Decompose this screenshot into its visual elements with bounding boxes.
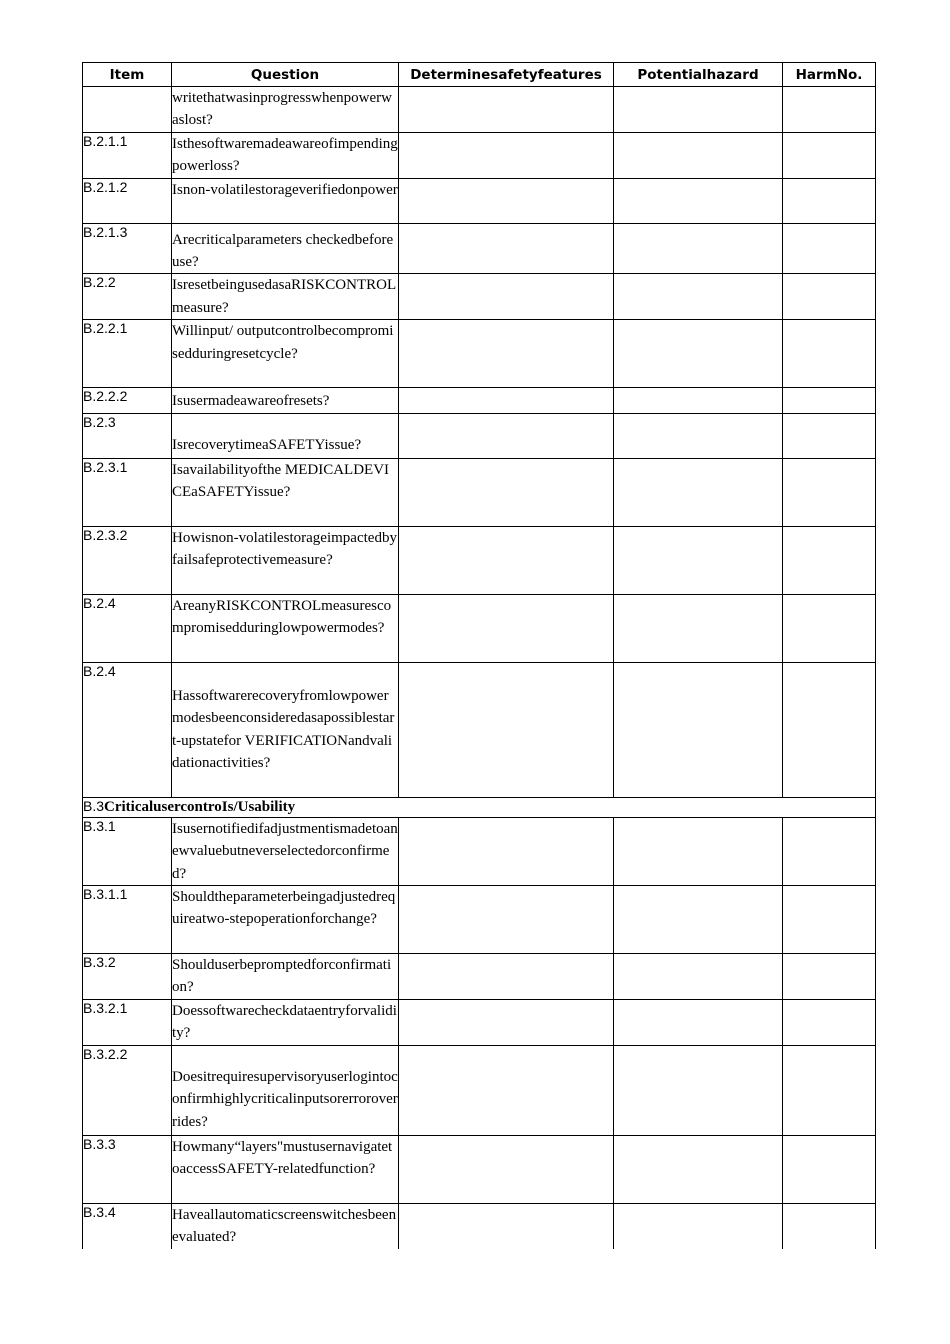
harm-no-cell[interactable] <box>783 320 876 388</box>
item-id-cell: B.2.3.2 <box>83 526 172 594</box>
determine-safety-features-cell[interactable] <box>399 274 614 320</box>
potential-hazard-cell[interactable] <box>614 223 783 274</box>
harm-no-cell[interactable] <box>783 458 876 526</box>
table-row <box>83 458 876 526</box>
potential-hazard-cell[interactable] <box>614 954 783 1000</box>
question-cell: Doessoftwarecheckdataentryforvalidity? <box>172 999 399 1045</box>
determine-safety-features-cell[interactable] <box>399 662 614 797</box>
table-row <box>83 594 876 662</box>
item-id-cell: B.3.3 <box>83 1135 172 1203</box>
question-cell: Hassoftwarerecoveryfromlowpowermodesbeenconsideredasapossiblestart-upstatefor VERIFICATIONandvalidationactivities? <box>172 662 399 797</box>
table-row <box>83 178 876 223</box>
question-cell: Arecriticalparameters checkedbeforeuse? <box>172 223 399 274</box>
item-id-cell: B.2.1.3 <box>83 223 172 274</box>
item-id-cell: B.2.1.1 <box>83 132 172 178</box>
potential-hazard-cell[interactable] <box>614 413 783 458</box>
harm-no-cell[interactable] <box>783 594 876 662</box>
determine-safety-features-cell[interactable] <box>399 999 614 1045</box>
table-row <box>83 1203 876 1249</box>
table-row <box>83 87 876 133</box>
determine-safety-features-cell[interactable] <box>399 320 614 388</box>
table-row <box>83 817 876 885</box>
potential-hazard-cell[interactable] <box>614 178 783 223</box>
determine-safety-features-cell[interactable] <box>399 458 614 526</box>
item-id-cell: B.2.4 <box>83 594 172 662</box>
table-row <box>83 954 876 1000</box>
determine-safety-features-cell[interactable] <box>399 413 614 458</box>
potential-hazard-cell[interactable] <box>614 320 783 388</box>
determine-safety-features-cell[interactable] <box>399 1135 614 1203</box>
question-cell: Shoulduserbepromptedforconfirmation? <box>172 954 399 1000</box>
item-id-cell: B.2.4 <box>83 662 172 797</box>
determine-safety-features-cell[interactable] <box>399 886 614 954</box>
determine-safety-features-cell[interactable] <box>399 223 614 274</box>
table-row <box>83 413 876 458</box>
determine-safety-features-cell[interactable] <box>399 388 614 413</box>
potential-hazard-cell[interactable] <box>614 388 783 413</box>
item-id-cell: B.3.2 <box>83 954 172 1000</box>
harm-no-cell[interactable] <box>783 87 876 133</box>
determine-safety-features-cell[interactable] <box>399 132 614 178</box>
item-id-cell: B.2.2.2 <box>83 388 172 413</box>
potential-hazard-cell[interactable] <box>614 458 783 526</box>
table-row <box>83 388 876 413</box>
potential-hazard-cell[interactable] <box>614 594 783 662</box>
harm-no-cell[interactable] <box>783 886 876 954</box>
table-body-b2 <box>83 87 876 798</box>
question-cell: writethatwasinprogresswhenpowerwaslost? <box>172 87 399 133</box>
question-cell: Isusermadeawareofresets? <box>172 388 399 413</box>
header-determine-safety-features: Determinesafetyfeatures <box>399 63 614 87</box>
question-cell: Isnon-volatilestorageverifiedonpower <box>172 178 399 223</box>
determine-safety-features-cell[interactable] <box>399 1045 614 1135</box>
determine-safety-features-cell[interactable] <box>399 954 614 1000</box>
determine-safety-features-cell[interactable] <box>399 594 614 662</box>
determine-safety-features-cell[interactable] <box>399 526 614 594</box>
harm-no-cell[interactable] <box>783 1135 876 1203</box>
question-cell: Howmany“layers"mustusernavigatetoaccessSAFETY-relatedfunction? <box>172 1135 399 1203</box>
potential-hazard-cell[interactable] <box>614 1045 783 1135</box>
question-cell: AreanyRISKCONTROLmeasurescompromisedduringlowpowermodes? <box>172 594 399 662</box>
header-potential-hazard: Potentialhazard <box>614 63 783 87</box>
question-cell: Isavailabilityofthe MEDICALDEVICEaSAFETYissue? <box>172 458 399 526</box>
harm-no-cell[interactable] <box>783 662 876 797</box>
table-row <box>83 132 876 178</box>
harm-no-cell[interactable] <box>783 274 876 320</box>
section-id: B.3 <box>83 797 105 814</box>
section-title: CriticalusercontroIs/Usability <box>104 798 296 815</box>
question-cell: Doesitrequiresupervisoryuserlogintoconfirmhighlycriticalinputsorerroroverrides? <box>172 1045 399 1135</box>
harm-no-cell[interactable] <box>783 954 876 1000</box>
question-cell: IsresetbeingusedasaRISKCONTROLmeasure? <box>172 274 399 320</box>
determine-safety-features-cell[interactable] <box>399 87 614 133</box>
table-row <box>83 320 876 388</box>
determine-safety-features-cell[interactable] <box>399 1203 614 1249</box>
harm-no-cell[interactable] <box>783 1203 876 1249</box>
item-id-cell: B.3.2.1 <box>83 999 172 1045</box>
table-row <box>83 662 876 797</box>
item-id-cell: B.3.1 <box>83 817 172 885</box>
question-cell: Isusernotifiedifadjustmentismadetoanewvaluebutneverselectedorconfirmed? <box>172 817 399 885</box>
question-cell: Haveallautomaticscreenswitchesbeenevaluated? <box>172 1203 399 1249</box>
table-row <box>83 223 876 274</box>
harm-no-cell[interactable] <box>783 1045 876 1135</box>
header-harm-no: HarmNo. <box>783 63 876 87</box>
question-cell: Willinput/ outputcontrolbecompromisedduringresetcycle? <box>172 320 399 388</box>
harm-no-cell[interactable] <box>783 817 876 885</box>
potential-hazard-cell[interactable] <box>614 817 783 885</box>
determine-safety-features-cell[interactable] <box>399 178 614 223</box>
table-row <box>83 274 876 320</box>
potential-hazard-cell[interactable] <box>614 662 783 797</box>
potential-hazard-cell[interactable] <box>614 526 783 594</box>
table-row <box>83 1135 876 1203</box>
harm-no-cell[interactable] <box>783 413 876 458</box>
harm-no-cell[interactable] <box>783 178 876 223</box>
harm-no-cell[interactable] <box>783 132 876 178</box>
table-header-row <box>83 63 876 87</box>
determine-safety-features-cell[interactable] <box>399 817 614 885</box>
question-cell: Shouldtheparameterbeingadjustedrequireatwo-stepoperationforchange? <box>172 886 399 954</box>
potential-hazard-cell[interactable] <box>614 274 783 320</box>
table-row <box>83 886 876 954</box>
potential-hazard-cell[interactable] <box>614 1135 783 1203</box>
potential-hazard-cell[interactable] <box>614 1203 783 1249</box>
potential-hazard-cell[interactable] <box>614 999 783 1045</box>
item-id-cell: B.3.4 <box>83 1203 172 1249</box>
harm-no-cell[interactable] <box>783 388 876 413</box>
item-id-cell: B.2.3 <box>83 413 172 458</box>
harm-no-cell[interactable] <box>783 526 876 594</box>
table-row <box>83 999 876 1045</box>
table-section-b3 <box>83 797 876 817</box>
hazard-checklist-table <box>82 62 876 1249</box>
item-id-cell: B.2.3.1 <box>83 458 172 526</box>
table-body-b3 <box>83 817 876 1249</box>
item-id-cell: B.3.2.2 <box>83 1045 172 1135</box>
header-question: Question <box>172 63 399 87</box>
potential-hazard-cell[interactable] <box>614 87 783 133</box>
item-id-cell: B.3.1.1 <box>83 886 172 954</box>
item-id-cell <box>83 87 172 133</box>
question-cell: Isthesoftwaremadeawareofimpendingpowerloss? <box>172 132 399 178</box>
harm-no-cell[interactable] <box>783 999 876 1045</box>
potential-hazard-cell[interactable] <box>614 886 783 954</box>
table-row <box>83 526 876 594</box>
question-cell: IsrecoverytimeaSAFETYissue? <box>172 413 399 458</box>
table-row <box>83 1045 876 1135</box>
potential-hazard-cell[interactable] <box>614 132 783 178</box>
item-id-cell: B.2.1.2 <box>83 178 172 223</box>
question-cell: Howisnon-volatilestorageimpactedbyfailsafeprotectivemeasure? <box>172 526 399 594</box>
section-row <box>83 797 876 817</box>
item-id-cell: B.2.2.1 <box>83 320 172 388</box>
item-id-cell: B.2.2 <box>83 274 172 320</box>
harm-no-cell[interactable] <box>783 223 876 274</box>
header-item: Item <box>83 63 172 87</box>
